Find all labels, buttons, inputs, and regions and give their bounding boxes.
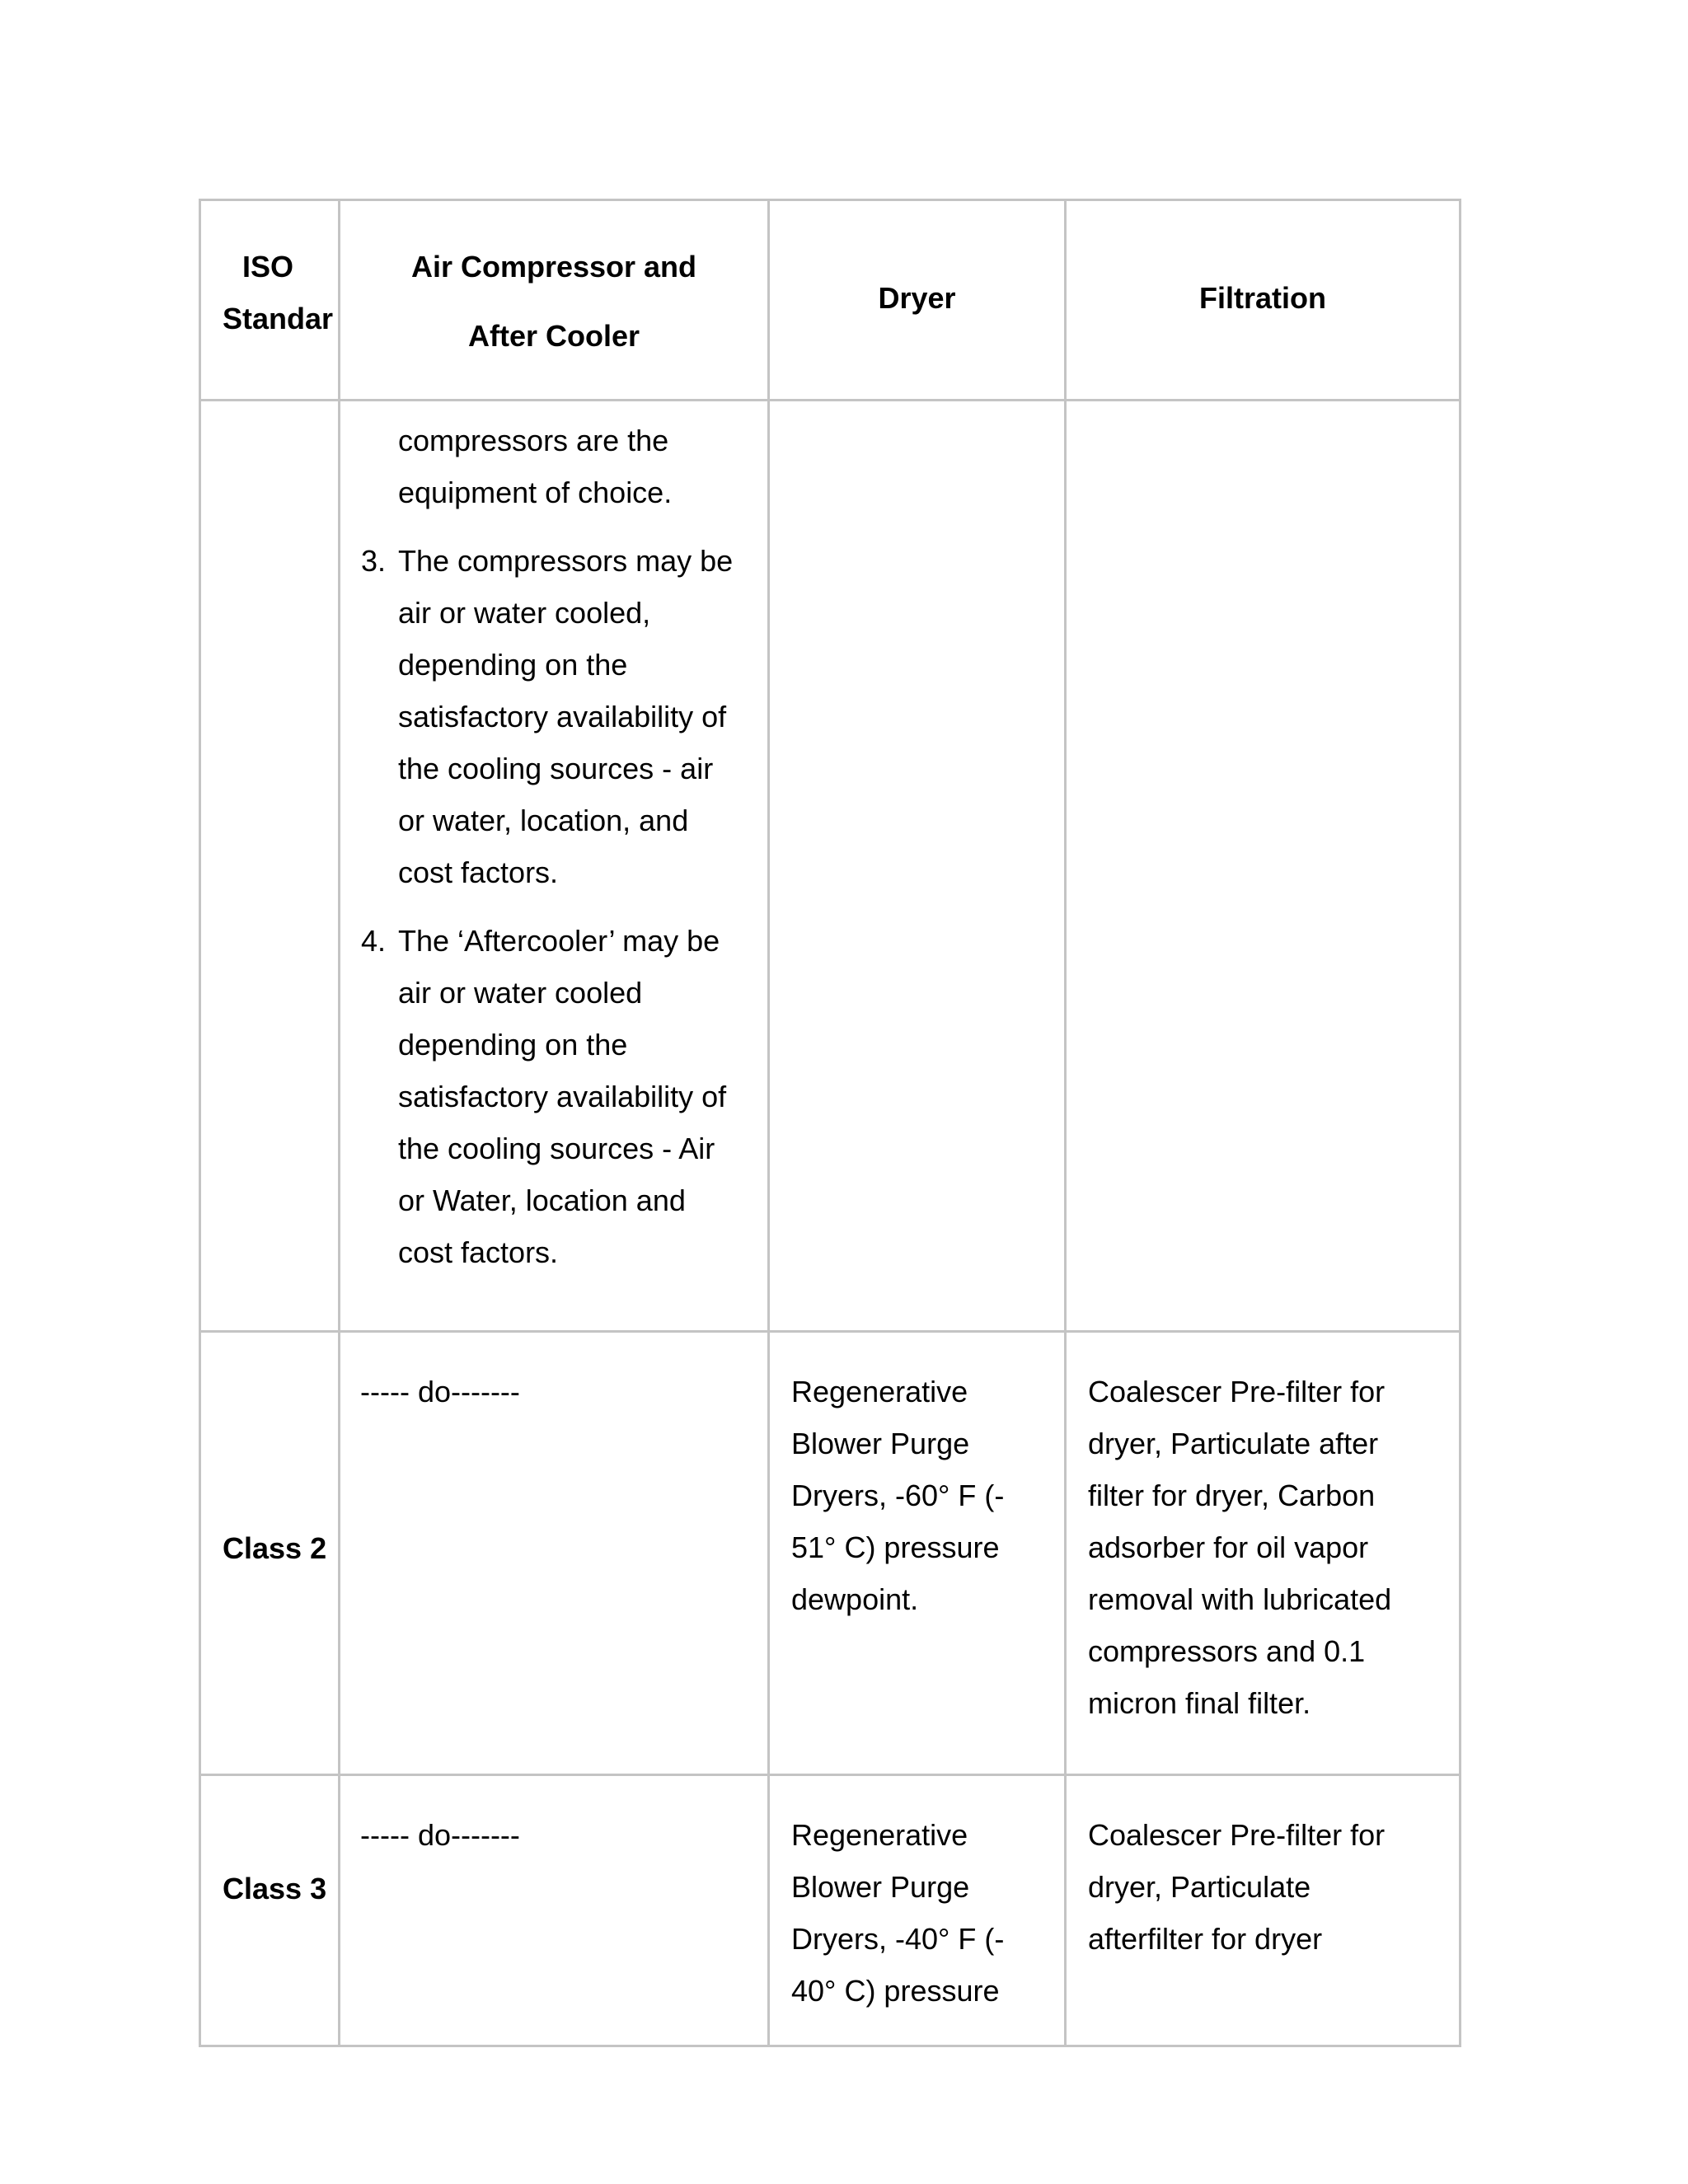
cell-air-class-3: [340, 1775, 769, 2046]
list-item-line: depending on the: [398, 648, 628, 682]
cell-dryer-class-2: [769, 1332, 1066, 1775]
cell-iso-empty: [200, 401, 340, 1332]
header-air-compressor: [340, 200, 769, 401]
list-item-number: 4.: [361, 924, 387, 958]
dryer-line: Blower Purge: [791, 1870, 970, 1904]
list-item-line: air or water cooled,: [398, 596, 651, 630]
cell-dryer-class-3: [769, 1775, 1066, 2046]
list-item-line: satisfactory availability of: [398, 1080, 727, 1113]
filtration-line: Coalescer Pre-filter for: [1088, 1818, 1386, 1852]
list-item-line: satisfactory availability of: [398, 700, 727, 733]
dryer-line: Blower Purge: [791, 1427, 970, 1460]
filtration-line: adsorber for oil vapor: [1088, 1530, 1369, 1564]
header-dryer: [769, 200, 1066, 401]
filtration-line: dryer, Particulate: [1088, 1870, 1311, 1904]
list-item-line: the cooling sources - Air: [398, 1132, 715, 1165]
dryer-line: Regenerative: [791, 1818, 968, 1852]
header-air-line1: Air Compressor and: [410, 250, 697, 284]
header-iso-standard: [200, 200, 340, 401]
list-item-line: The compressors may be: [398, 544, 734, 578]
header-iso-line2: Standar: [223, 302, 334, 335]
filtration-line: micron final filter.: [1088, 1686, 1311, 1720]
cell-iso-class-2: [200, 1332, 340, 1775]
iso-air-quality-table: [199, 199, 1461, 2047]
ditto-text: ----- do-------: [360, 1375, 520, 1408]
table-row-continuation: [200, 401, 1461, 1332]
continuation-lead-line: equipment of choice.: [398, 476, 673, 509]
dryer-line: Dryers, -60° F (-: [791, 1479, 1005, 1512]
list-item-line: depending on the: [398, 1028, 628, 1062]
dryer-line: Dryers, -40° F (-: [791, 1922, 1005, 1956]
cell-air-class-2: [340, 1332, 769, 1775]
list-item-line: or water, location, and: [398, 804, 689, 837]
list-item-number: 3.: [361, 544, 387, 578]
header-filtration: [1066, 200, 1461, 401]
class-label: Class 3: [223, 1872, 327, 1905]
continuation-lead: [398, 415, 751, 518]
header-air-line2: After Cooler: [467, 319, 640, 353]
dryer-line: 51° C) pressure: [791, 1530, 1000, 1564]
list-item-line: or Water, location and: [398, 1183, 686, 1217]
list-item-line: cost factors.: [398, 855, 559, 889]
class-label: Class 2: [223, 1531, 327, 1565]
dryer-line: dewpoint.: [791, 1582, 919, 1616]
cell-dryer-empty: [769, 401, 1066, 1332]
cell-air-continuation: [340, 401, 769, 1332]
list-item: [361, 915, 751, 1278]
table-row-class-2: [200, 1332, 1461, 1775]
list-item-line: the cooling sources - air: [398, 752, 714, 785]
ditto-text: ----- do-------: [360, 1818, 520, 1852]
list-item: [361, 535, 751, 898]
filtration-line: afterfilter for dryer: [1088, 1922, 1323, 1956]
header-dryer-label: Dryer: [878, 281, 956, 315]
continuation-lead-line: compressors are the: [398, 424, 669, 457]
list-item-line: air or water cooled: [398, 976, 643, 1010]
cell-filtration-class-2: [1066, 1332, 1461, 1775]
header-iso-line1: ISO: [241, 250, 293, 284]
dryer-line: Regenerative: [791, 1375, 968, 1408]
dryer-line: 40° C) pressure: [791, 1974, 1000, 2008]
list-item-line: The ‘Aftercooler’ may be: [398, 924, 720, 958]
list-item-line: cost factors.: [398, 1235, 559, 1269]
cell-filtration-empty: [1066, 401, 1461, 1332]
table-row-class-3: [200, 1775, 1461, 2046]
filtration-line: filter for dryer, Carbon: [1088, 1479, 1376, 1512]
cell-iso-class-3: [200, 1775, 340, 2046]
filtration-line: compressors and 0.1: [1088, 1634, 1366, 1668]
filtration-line: dryer, Particulate after: [1088, 1427, 1379, 1460]
filtration-line: removal with lubricated: [1088, 1582, 1392, 1616]
header-row: [200, 200, 1461, 401]
filtration-line: Coalescer Pre-filter for: [1088, 1375, 1386, 1408]
header-filtration-label: Filtration: [1199, 281, 1326, 315]
cell-filtration-class-3: [1066, 1775, 1461, 2046]
